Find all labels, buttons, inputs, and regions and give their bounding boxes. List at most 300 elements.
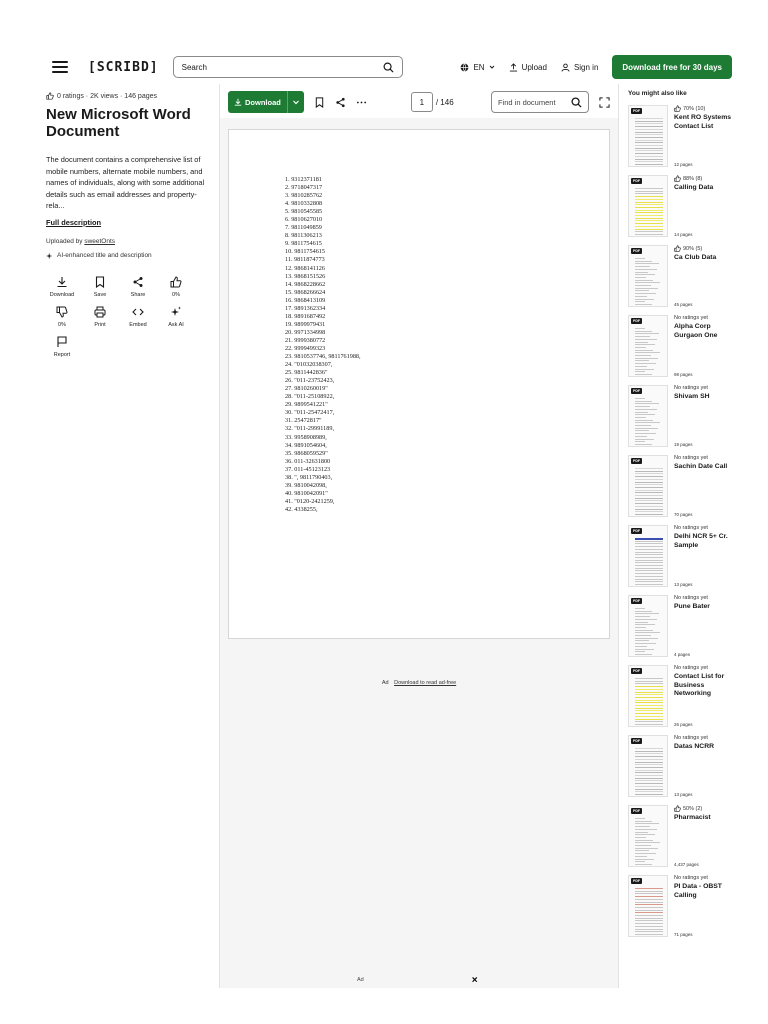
thumbnail-line	[635, 616, 650, 617]
download-button-main[interactable]	[228, 91, 288, 113]
thumbnail-line	[635, 503, 663, 504]
thumbnail-line	[635, 366, 647, 367]
pdf-badge: PDF	[633, 319, 640, 323]
list-item: 35. 9868059529"	[285, 449, 328, 457]
download-action-label: Download	[49, 291, 75, 298]
pdf-badge: PDF	[633, 669, 640, 673]
thumbnail-line	[635, 724, 663, 725]
print-action[interactable]	[84, 306, 116, 328]
list-item: 20. 9971334998	[285, 328, 326, 336]
list-item: 41. "0120-2421259,	[285, 497, 335, 505]
recommendation-pages: 13 pages	[674, 792, 693, 797]
print-icon	[94, 306, 106, 318]
thumbnail-line	[635, 834, 655, 835]
recommendation-title[interactable]: Pharmacist	[674, 814, 711, 821]
document-thumbnail[interactable]	[628, 315, 668, 377]
thumbnail-line	[635, 123, 663, 124]
thumbnail-line	[635, 121, 663, 122]
document-thumbnail[interactable]	[628, 455, 668, 517]
list-item: 2. 9718047317	[285, 184, 323, 192]
recommendations-list	[628, 105, 732, 937]
recommendation-info	[674, 595, 732, 657]
list-item: 16. 9868413109	[285, 296, 326, 304]
list-item: 33. 9958908989,	[285, 433, 327, 441]
recommendation-title[interactable]: Shivam SH	[674, 393, 710, 400]
thumbnail-line	[635, 791, 663, 792]
thumbnail-line	[635, 818, 645, 819]
uploaded-by	[46, 238, 208, 245]
thumbs-up-icon	[674, 245, 681, 252]
pdf-badge: PDF	[633, 599, 640, 603]
download-options-dropdown[interactable]	[288, 91, 304, 113]
recommendation-item[interactable]	[628, 875, 732, 937]
thumbnail-line	[635, 148, 663, 149]
thumbnail-line	[635, 355, 651, 356]
recommendation-rating	[674, 315, 732, 321]
recommendation-info	[674, 175, 732, 237]
thumbnail-line	[635, 716, 663, 717]
thumbnail-line	[635, 549, 663, 550]
thumbnail-line	[635, 681, 663, 682]
thumbnail-line	[635, 837, 646, 838]
thumbnail-line	[635, 780, 663, 781]
list-item: 11. 9811874773	[285, 256, 325, 264]
thumbnail-line	[635, 859, 654, 860]
thumbnail-line	[635, 331, 652, 332]
thumbnail-line	[635, 840, 653, 841]
recommendation-item[interactable]	[628, 735, 732, 797]
bookmark-icon	[94, 276, 106, 288]
list-item: 29. 9899541221"	[285, 401, 328, 409]
thumbnail-line	[635, 920, 663, 921]
thumbnail-line	[635, 161, 663, 162]
recommendation-info	[674, 735, 732, 797]
recommendation-pages: 19 pages	[674, 442, 693, 447]
thumbnail-line	[635, 500, 663, 501]
share-icon	[132, 276, 144, 288]
list-item: 14. 9868228662	[285, 280, 326, 288]
thumbnail-line	[635, 164, 663, 165]
rating-text: 90% (5)	[683, 245, 703, 252]
document-thumbnail[interactable]	[628, 245, 668, 307]
find-placeholder: Find in document	[498, 97, 556, 107]
list-item: 30. "011-25472417,	[285, 409, 335, 417]
recommendations-panel	[628, 90, 732, 937]
thumbnail-line	[635, 856, 647, 857]
page-number-input[interactable]: 1	[411, 92, 433, 112]
list-item: 34. 9891054604,	[285, 441, 327, 449]
thumbnail-line	[635, 290, 649, 291]
thumbnail-line	[635, 861, 645, 862]
thumbnail-line	[635, 893, 663, 894]
thumbnail-line	[635, 304, 652, 305]
recommendation-title[interactable]: Calling Data	[674, 184, 714, 191]
recommendation-pages: 4 pages	[674, 652, 691, 657]
thumbnail-line	[635, 301, 645, 302]
share-toolbar-button[interactable]	[335, 97, 346, 108]
recommendation-item[interactable]	[628, 385, 732, 447]
thumbnail-line	[635, 406, 650, 407]
thumbs-up-icon	[674, 105, 681, 112]
recommendation-rating	[674, 455, 732, 461]
thumbnail-line	[635, 929, 663, 930]
thumbnail-line	[635, 619, 657, 620]
thumbs-up-icon	[674, 175, 681, 182]
recommendation-rating	[674, 665, 732, 671]
document-thumbnail[interactable]	[628, 105, 668, 167]
download-button[interactable]	[228, 91, 304, 113]
recommendation-item[interactable]	[628, 525, 732, 587]
inline-ad	[228, 680, 610, 686]
thumbnail-line	[635, 145, 663, 146]
save-toolbar-button[interactable]	[314, 97, 325, 108]
download-action[interactable]	[46, 276, 78, 298]
thumbnail-line	[635, 907, 663, 908]
thumbnail-line	[635, 420, 653, 421]
fullscreen-button[interactable]	[599, 97, 610, 108]
thumbnail-line	[635, 142, 663, 143]
ai-enhanced-note	[46, 252, 208, 260]
thumbnail-line	[635, 199, 663, 200]
list-item: 19. 9899979431	[285, 320, 326, 328]
recommendation-item[interactable]	[628, 455, 732, 517]
embed-action[interactable]	[122, 306, 154, 328]
thumbnail-line	[635, 473, 663, 474]
ask-ai-label: Ask AI	[168, 321, 184, 328]
find-in-document-input[interactable]	[491, 91, 589, 113]
document-thumbnail[interactable]	[628, 875, 668, 937]
recommendation-info	[674, 525, 732, 587]
thumbnail-line	[635, 770, 663, 771]
thumbnail-line	[635, 215, 663, 216]
thumbnail-line	[635, 694, 663, 695]
thumbnail-line	[635, 756, 663, 757]
thumbs-up-icon	[170, 276, 182, 288]
thumbnail-line	[635, 538, 663, 540]
upload-link[interactable]	[509, 63, 547, 72]
thumbnail-line	[635, 654, 652, 655]
thumbnail-line	[635, 786, 663, 787]
list-item: 40. 9810042091"	[285, 489, 328, 497]
thumbnail-line	[635, 363, 656, 364]
list-item: 22. 9999499323	[285, 344, 326, 352]
signin-link[interactable]	[561, 63, 598, 72]
thumbnail-line	[635, 401, 652, 402]
recommendation-title[interactable]: Pune Bater	[674, 603, 710, 610]
document-title: New Microsoft Word Document	[46, 106, 191, 140]
rating-text: 88% (8)	[683, 175, 703, 182]
thumbnail-line	[635, 433, 656, 434]
document-thumbnail[interactable]	[628, 595, 668, 657]
document-info-panel	[46, 92, 208, 358]
thumbnail-line	[635, 207, 663, 208]
thumbnail-line	[635, 293, 656, 294]
globe-icon	[460, 63, 469, 72]
document-toolbar	[228, 90, 610, 114]
thumbnail-line	[635, 417, 646, 418]
list-item: 8. 9811306213	[285, 232, 322, 240]
thumbnail-line	[635, 651, 645, 652]
search-input[interactable]	[173, 56, 403, 78]
list-item: 38. ", 9811790403,	[285, 473, 333, 481]
like-action[interactable]	[160, 276, 192, 298]
thumbnail-line	[635, 829, 657, 830]
menu-icon[interactable]	[52, 61, 68, 73]
thumbnail-line	[635, 767, 663, 768]
recommendation-item[interactable]	[628, 595, 732, 657]
thumbnail-line	[635, 339, 657, 340]
language-label: EN	[473, 62, 485, 72]
thumbnail-line	[635, 223, 663, 224]
recommendation-info	[674, 455, 732, 517]
pdf-badge: PDF	[633, 739, 640, 743]
thumbnail-line	[635, 412, 648, 413]
uploader-link[interactable]: sweetOnts	[84, 237, 116, 245]
thumbnail-line	[635, 789, 663, 790]
recommendation-title[interactable]: Ca Club Data	[674, 254, 717, 261]
thumbnail-line	[635, 369, 654, 370]
thumbnail-line	[635, 352, 660, 353]
sparkle-icon	[170, 306, 182, 318]
thumbnail-line	[635, 471, 663, 472]
list-item: 23. 9810537746, 9811761988,	[285, 353, 361, 361]
recommendation-item[interactable]	[628, 315, 732, 377]
download-free-trial-button[interactable]: Download free for 30 days	[612, 55, 732, 79]
print-action-label: Print	[94, 321, 106, 328]
rating-text: No ratings yet	[674, 595, 708, 601]
recommendation-rating	[674, 735, 732, 741]
thumbnail-line	[635, 234, 663, 235]
thumbnail-line	[635, 428, 658, 429]
thumbnail-line	[635, 573, 663, 574]
share-action[interactable]	[122, 276, 154, 298]
thumbnail-line	[635, 832, 648, 833]
thumbnail-line	[635, 202, 663, 203]
list-item: 1. 9312371181	[285, 176, 322, 183]
thumbnail-line	[635, 845, 651, 846]
thumbnail-line	[635, 492, 663, 493]
thumbnail-line	[635, 498, 663, 499]
pdf-badge: PDF	[633, 529, 640, 533]
thumbnail-line	[635, 904, 663, 905]
document-thumbnail[interactable]	[628, 525, 668, 587]
scribd-logo[interactable]: [SCRIBD]	[88, 59, 159, 75]
recommendation-item[interactable]	[628, 175, 732, 237]
thumbnail-line	[635, 374, 652, 375]
thumbnail-line	[635, 218, 663, 219]
thumbnail-line	[635, 220, 663, 221]
thumbnail-line	[635, 576, 663, 577]
thumbnail-line	[635, 263, 659, 264]
recommendation-rating	[674, 595, 732, 601]
thumbnail-line	[635, 126, 663, 127]
thumbnail-line	[635, 713, 663, 714]
thumbnail-line	[635, 441, 645, 442]
recommendation-item[interactable]	[628, 805, 732, 867]
thumbnail-line	[635, 398, 645, 399]
thumbnail-line	[635, 568, 663, 569]
recommendation-pages: 14 pages	[674, 232, 693, 237]
thumbnail-line	[635, 565, 663, 566]
download-button-label: Download	[245, 97, 281, 107]
thumbnail-line	[635, 624, 655, 625]
thumbnail-line	[635, 778, 663, 779]
search-icon[interactable]	[571, 97, 582, 108]
recommendation-title[interactable]: PI Data - OBST Calling	[674, 883, 722, 899]
pdf-badge: PDF	[633, 389, 640, 393]
list-item: 25. 9811442836"	[285, 369, 328, 377]
rating-text: No ratings yet	[674, 735, 708, 741]
thumbnail-line	[635, 554, 663, 555]
thumbnail-line	[635, 360, 649, 361]
recommendation-info	[674, 105, 732, 167]
thumbnail-line	[635, 700, 663, 701]
thumbnail-line	[635, 821, 652, 822]
thumbnail-line	[635, 708, 663, 709]
thumbnail-line	[635, 640, 649, 641]
thumbnail-line	[635, 506, 663, 507]
list-item: 3. 9810285762	[285, 192, 323, 200]
thumbnail-line	[635, 414, 655, 415]
document-thumbnail[interactable]	[628, 385, 668, 447]
thumbnail-line	[635, 899, 663, 900]
thumbnail-line	[635, 823, 659, 824]
thumbnail-line	[635, 864, 652, 865]
ask-ai-action[interactable]	[160, 306, 192, 328]
chevron-down-icon	[489, 64, 495, 70]
recommendation-title[interactable]: Datas NCRR	[674, 743, 715, 750]
thumbnail-line	[635, 444, 652, 445]
recommendation-info	[674, 315, 732, 377]
list-item: 5. 9810545585	[285, 208, 323, 216]
thumbnail-line	[635, 719, 663, 720]
rating-text: No ratings yet	[674, 875, 708, 881]
thumbnail-line	[635, 584, 663, 585]
recommendation-pages: 4,437 pages	[674, 862, 699, 867]
more-options-button[interactable]	[356, 97, 367, 108]
thumbnail-line	[635, 546, 663, 547]
thumbnail-line	[635, 557, 663, 558]
recommendation-title[interactable]: Sachin Date Call	[674, 463, 728, 470]
search-icon[interactable]	[383, 62, 394, 73]
thumbnail-line	[635, 888, 663, 889]
recommendation-item[interactable]	[628, 245, 732, 307]
recommendation-pages: 12 pages	[674, 162, 693, 167]
thumbnail-line	[635, 926, 663, 927]
top-navigation-bar	[36, 52, 732, 82]
save-action[interactable]	[84, 276, 116, 298]
thumbnail-line	[635, 509, 663, 510]
recommendation-info	[674, 385, 732, 447]
report-action[interactable]	[46, 336, 78, 358]
pdf-badge: PDF	[633, 249, 640, 253]
phone-number-list	[285, 176, 361, 514]
dislike-action[interactable]	[46, 306, 78, 328]
thumbnail-line	[635, 635, 651, 636]
full-description-link[interactable]: Full description	[46, 217, 102, 227]
recommendation-rating	[674, 525, 732, 531]
thumbnail-line	[635, 274, 655, 275]
thumbnail-line	[635, 347, 646, 348]
thumbnail-line	[635, 229, 663, 230]
thumbs-up-icon	[674, 805, 681, 812]
recommendation-info	[674, 665, 732, 727]
thumbnail-line	[635, 627, 646, 628]
list-item: 39. 9810042098,	[285, 481, 327, 489]
recommendation-title[interactable]: Delhi NCR 5+ Cr. Sample	[674, 533, 728, 549]
thumbnail-line	[635, 581, 663, 582]
thumbnail-line	[635, 261, 652, 262]
report-action-label: Report	[53, 351, 71, 358]
download-ad-free-link[interactable]: Download to read ad-free	[394, 680, 457, 686]
thumbnail-line	[635, 915, 663, 916]
thumbnail-line	[635, 697, 663, 698]
list-item: 12. 9868141126	[285, 264, 325, 272]
thumbnail-line	[635, 188, 663, 189]
thumbnail-line	[635, 775, 663, 776]
rating-text: 50% (2)	[683, 805, 703, 812]
thumbnail-line	[635, 759, 663, 760]
thumbnail-line	[635, 403, 659, 404]
thumbnail-line	[635, 342, 648, 343]
pdf-badge: PDF	[633, 109, 640, 113]
pdf-badge: PDF	[633, 459, 640, 463]
thumbnail-line	[635, 134, 663, 135]
language-selector[interactable]	[460, 63, 494, 72]
thumbnail-line	[635, 511, 663, 512]
thumbnail-line	[635, 632, 660, 633]
recommendation-pages: 71 pages	[674, 932, 693, 937]
thumbnail-line	[635, 643, 656, 644]
recommendation-title[interactable]: Kent RO Systems Contact List	[674, 114, 732, 130]
thumbnail-line	[635, 579, 663, 580]
recommendation-item[interactable]	[628, 665, 732, 727]
document-thumbnail[interactable]	[628, 805, 668, 867]
pdf-badge: PDF	[633, 879, 640, 883]
search-placeholder: Search	[181, 62, 207, 72]
close-ad-button[interactable]: ×	[471, 974, 478, 986]
thumbnail-line	[635, 622, 648, 623]
bottom-ad-label: Ad	[357, 977, 364, 983]
rating-text: No ratings yet	[674, 385, 708, 391]
thumbnail-line	[635, 611, 652, 612]
thumbs-up-icon	[46, 92, 54, 100]
thumbnail-line	[635, 934, 663, 935]
recommendation-item[interactable]	[628, 105, 732, 167]
thumbnail-line	[635, 296, 647, 297]
document-thumbnail[interactable]	[628, 665, 668, 727]
list-item: 36. 011-32631800	[285, 457, 331, 465]
rating-text: No ratings yet	[674, 315, 708, 321]
thumbnail-line	[635, 436, 647, 437]
recommendation-title[interactable]: Contact List for Business Networking	[674, 673, 725, 698]
thumbnail-line	[635, 231, 663, 232]
thumbnail-line	[635, 918, 663, 919]
right-divider	[618, 84, 619, 988]
document-thumbnail[interactable]	[628, 175, 668, 237]
list-item: 21. 9999380772	[285, 336, 326, 344]
thumbnail-line	[635, 562, 663, 563]
document-thumbnail[interactable]	[628, 735, 668, 797]
recommendation-info	[674, 805, 732, 867]
recommendation-info	[674, 245, 732, 307]
page-total: / 146	[435, 97, 454, 107]
recommendation-title[interactable]: Alpha Corp Gurgaon One	[674, 323, 718, 339]
thumbnail-line	[635, 193, 663, 194]
thumbnail-line	[635, 430, 649, 431]
thumbnail-line	[635, 280, 653, 281]
thumbnail-line	[635, 490, 663, 491]
